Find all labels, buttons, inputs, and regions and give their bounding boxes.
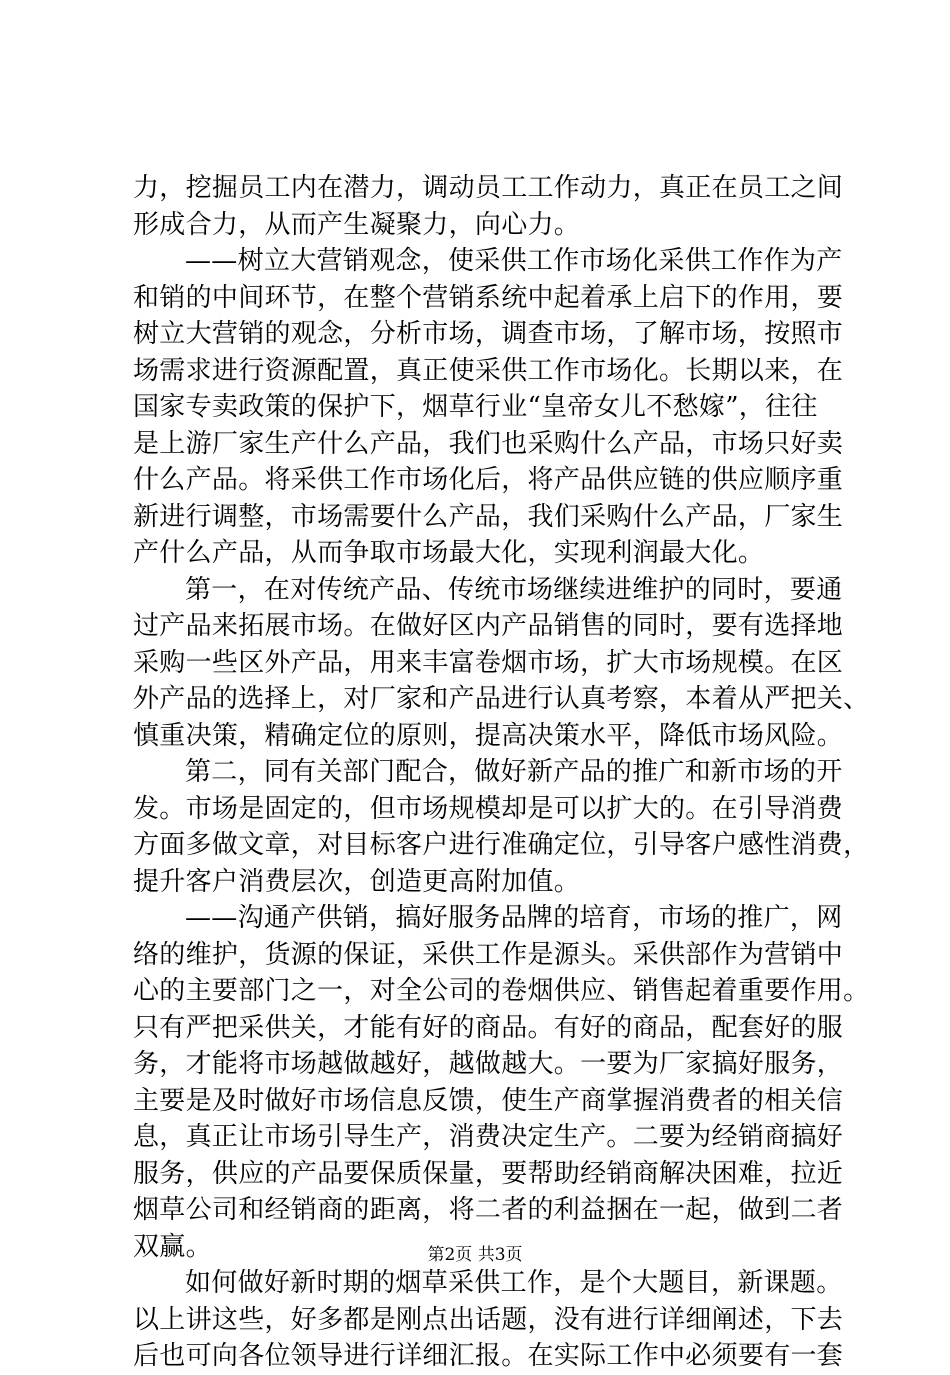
- text-line: 后也可向各位领导进行详细汇报。在实际工作中必须要有一套: [133, 1341, 844, 1371]
- page-footer: 第2页 共3页: [427, 1245, 523, 1265]
- text-line: 外产品的选择上，对厂家和产品进行认真考察，本着从严把关、: [133, 684, 870, 714]
- text-line: 提升客户消费层次，创造更高附加值。: [133, 866, 581, 897]
- text-line: 务，才能将市场越做越好，越做越大。一要为厂家搞好服务，: [133, 1049, 844, 1079]
- text-line: 慎重决策，精确定位的原则，提高决策水平，降低市场风险。: [133, 720, 844, 751]
- text-line: 如何做好新时期的烟草采供工作，是个大题目，新课题。: [185, 1268, 843, 1298]
- body-text: [133, 170, 870, 1375]
- text-line: 过产品来拓展市场。在做好区内产品销售的同时，要有选择地: [133, 611, 844, 641]
- text-line: 方面多做文章，对目标客户进行准确定位，引导客户感性消费，: [133, 830, 870, 860]
- text-line: 产什么产品，从而争取市场最大化，实现利润最大化。: [133, 538, 765, 568]
- text-line: 形成合力，从而产生凝聚力，向心力。: [133, 209, 581, 240]
- text-line: 第二，同有关部门配合，做好新产品的推广和新市场的开: [185, 757, 843, 787]
- text-line: 双赢。: [133, 1231, 212, 1262]
- text-line: 采购一些区外产品，用来丰富卷烟市场，扩大市场规模。在区: [133, 647, 844, 678]
- text-line: 第一，在对传统产品、传统市场继续进维护的同时，要通: [185, 574, 843, 605]
- text-line: ——树立大营销观念，使采供工作市场化采供工作作为产: [185, 246, 843, 276]
- text-line: 络的维护，货源的保证，采供工作是源头。采供部作为营销中: [133, 939, 844, 970]
- text-line: 是上游厂家生产什么产品，我们也采购什么产品，市场只好卖: [133, 428, 844, 459]
- text-line: 树立大营销的观念，分析市场，调查市场，了解市场，按照市: [133, 319, 844, 349]
- text-line: 发。市场是固定的，但市场规模却是可以扩大的。在引导消费: [133, 793, 844, 824]
- text-line: 新进行调整，市场需要什么产品，我们采购什么产品，厂家生: [133, 501, 844, 532]
- text-line: 力，挖掘员工内在潜力，调动员工工作动力，真正在员工之间: [133, 173, 844, 203]
- text-line: 场需求进行资源配置，真正使采供工作市场化。长期以来，在: [133, 355, 844, 386]
- text-line: 心的主要部门之一，对全公司的卷烟供应、销售起着重要作用。: [133, 976, 870, 1006]
- text-line: 什么产品。将采供工作市场化后，将产品供应链的供应顺序重: [133, 465, 844, 495]
- text-line: 主要是及时做好市场信息反馈，使生产商掌握消费者的相关信: [133, 1085, 844, 1116]
- text-line: ——沟通产供销，搞好服务品牌的培育，市场的推广，网: [185, 903, 843, 933]
- text-line: 以上讲这些，好多都是刚点出话题，没有进行详细阐述，下去: [133, 1304, 844, 1335]
- text-line: 国家专卖政策的保护下，烟草行业“皇帝女儿不愁嫁”，往往: [133, 392, 818, 422]
- text-line: 烟草公司和经销商的距离，将二者的利益捆在一起，做到二者: [133, 1195, 844, 1225]
- text-line: 只有严把采供关，才能有好的商品。有好的商品，配套好的服: [133, 1012, 844, 1043]
- text-line: 和销的中间环节，在整个营销系统中起着承上启下的作用，要: [133, 282, 844, 313]
- text-line: 服务，供应的产品要保质保量，要帮助经销商解决困难，拉近: [133, 1158, 844, 1189]
- text-line: 息，真正让市场引导生产，消费决定生产。二要为经销商搞好: [133, 1122, 844, 1152]
